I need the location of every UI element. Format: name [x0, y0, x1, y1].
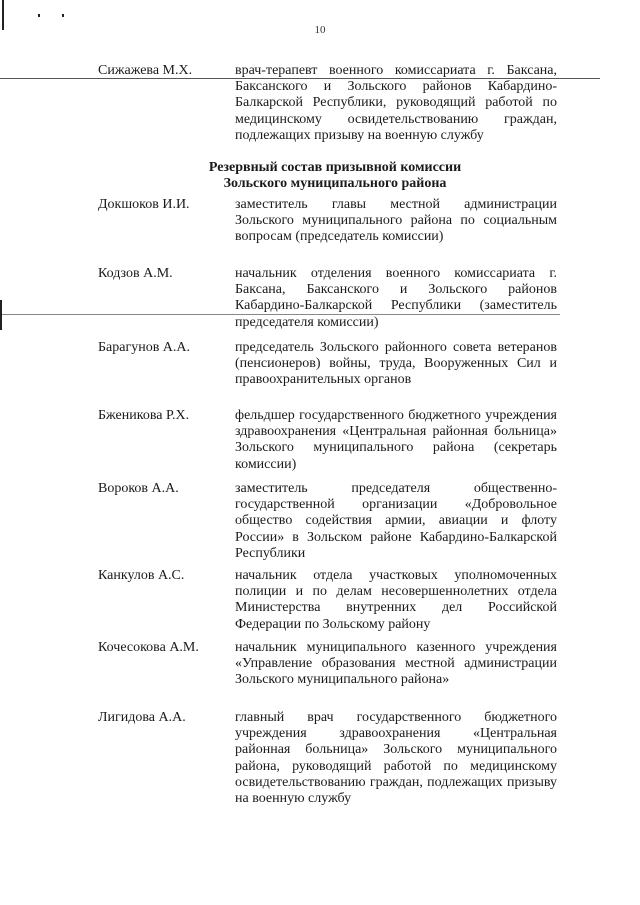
member-role: председатель Зольского районного совета ветеранов (пенсионеров) войны, труда, Вооруженных Сил и правоохранительных органов [235, 340, 557, 388]
section-heading-line: Зольского муниципального района [223, 176, 447, 191]
member-name: Бженикова Р.Х. [98, 408, 190, 423]
section-heading-line: Резервный состав призывной комиссии [208, 160, 462, 175]
member-name: Кодзов А.М. [98, 266, 173, 281]
member-role: начальник отделения военного комиссариата г. Баксана, Баксанского и Зольского районов Кабардино-Балкарской Республики (заместитель председателя комиссии) [235, 266, 557, 330]
scan-speck [38, 14, 40, 17]
member-name: Вороков А.А. [98, 481, 179, 496]
member-name: Сижажева М.Х. [98, 63, 193, 78]
section-heading [0, 160, 640, 192]
member-role: фельдшер государственного бюджетного учреждения здравоохранения «Центральная районная больница» Зольского муниципального района (секретарь комиссии) [235, 408, 557, 472]
member-role: заместитель главы местной администрации Зольского муниципального района по социальным вопросам (председатель комиссии) [235, 197, 557, 245]
scan-speck [62, 14, 64, 17]
member-name: Докшоков И.И. [98, 197, 190, 212]
member-role: начальник муниципального казенного учреждения «Управление образования местной администрации Зольского муниципального района» [235, 640, 557, 688]
member-name: Лигидова А.А. [98, 710, 186, 725]
member-name: Канкулов А.С. [98, 568, 185, 583]
member-role: начальник отдела участковых уполномоченных полиции и по делам несовершеннолетних отдела Министерства внутренних дел Российской Федерации по Зольскому району [235, 568, 557, 632]
member-role: главный врач государственного бюджетного учреждения здравоохранения «Центральная районная больница» Зольского муниципального района, руководящий работой по медицинскому освидетельствованию граждан, подлежащих призыву на военную службу [235, 710, 557, 807]
member-name: Кочесокова А.М. [98, 640, 199, 655]
member-role: врач-терапевт военного комиссариата г. Баксана, Баксанского и Зольского районов Кабардино-Балкарской Республики, руководящий работой по медицинскому освидетельствованию граждан, подлежащих призыву на военную службу [235, 63, 557, 143]
member-name: Барагунов А.А. [98, 340, 191, 355]
scan-edge-mark [0, 300, 2, 330]
page-number: 10 [314, 24, 326, 36]
member-role: заместитель председателя общественно-государственной организации «Добровольное общество содействия армии, авиации и флоту России» в Зольском районе Кабардино-Балкарской Республики [235, 481, 557, 561]
